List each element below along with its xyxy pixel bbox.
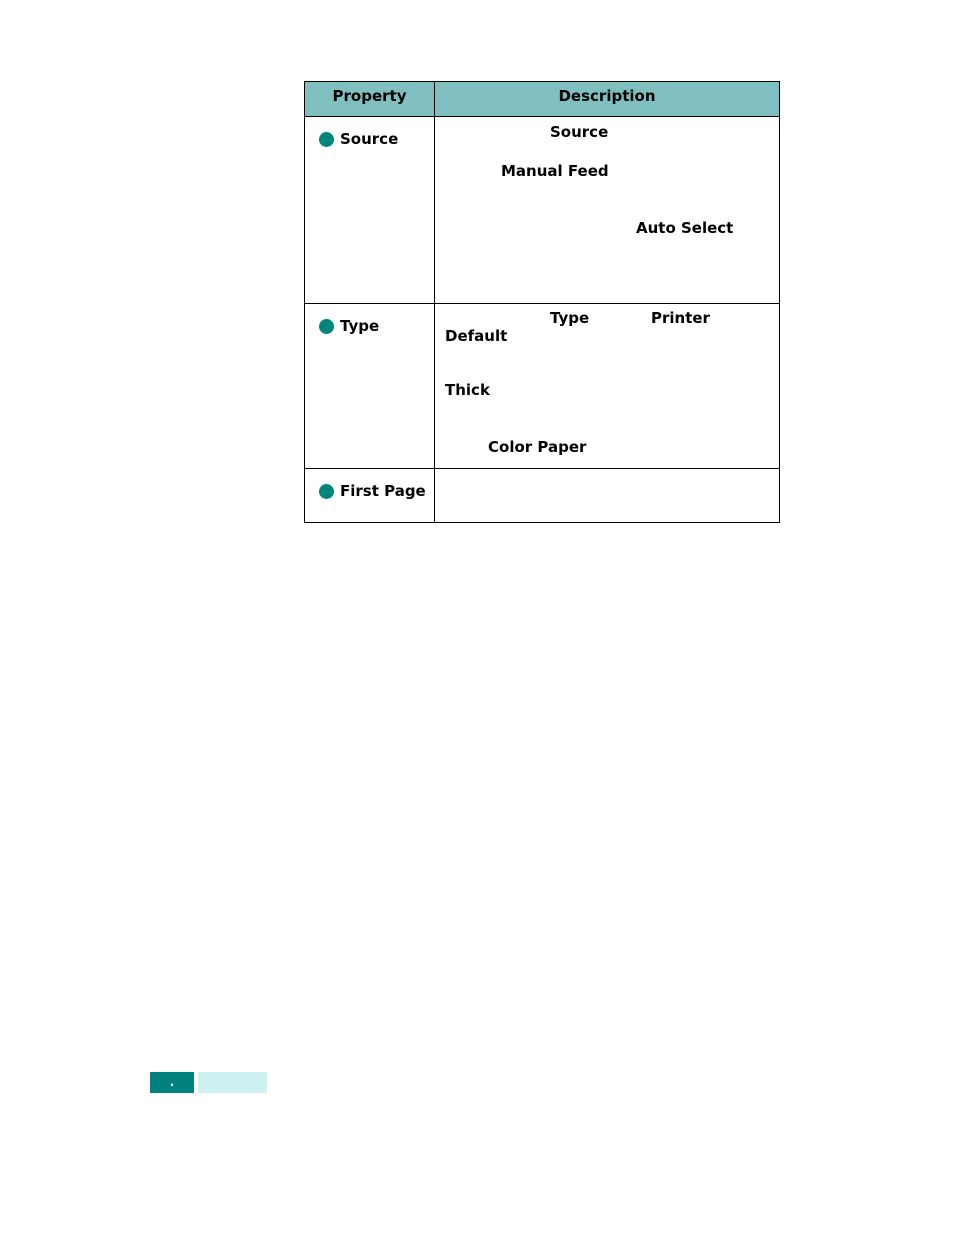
term-color-paper: Color Paper xyxy=(488,438,587,456)
table-row-first-page xyxy=(305,469,779,522)
footer-page-marker: . xyxy=(150,1072,194,1093)
property-cell xyxy=(305,304,435,468)
table-header-row xyxy=(305,82,779,117)
teal-dot-icon xyxy=(319,319,334,334)
property-label-first-page: First Page xyxy=(340,482,426,500)
table-row-source xyxy=(305,117,779,304)
footer-page-bar xyxy=(198,1072,267,1093)
property-column-header: Property xyxy=(305,82,435,116)
term-printer: Printer xyxy=(651,309,710,327)
term-thick: Thick xyxy=(445,381,490,399)
term-default: Default xyxy=(445,327,508,345)
table-row-type xyxy=(305,304,779,469)
teal-dot-icon xyxy=(319,132,334,147)
teal-dot-icon xyxy=(319,484,334,499)
property-label-source: Source xyxy=(340,130,399,148)
term-auto-select: Auto Select xyxy=(636,219,734,237)
properties-table xyxy=(304,81,780,523)
property-cell xyxy=(305,117,435,303)
property-cell xyxy=(305,469,435,522)
property-label-type: Type xyxy=(340,317,380,335)
term-manual-feed: Manual Feed xyxy=(501,162,609,180)
description-column-header: Description xyxy=(558,87,656,105)
term-source: Source xyxy=(550,123,609,141)
term-type: Type xyxy=(550,309,590,327)
